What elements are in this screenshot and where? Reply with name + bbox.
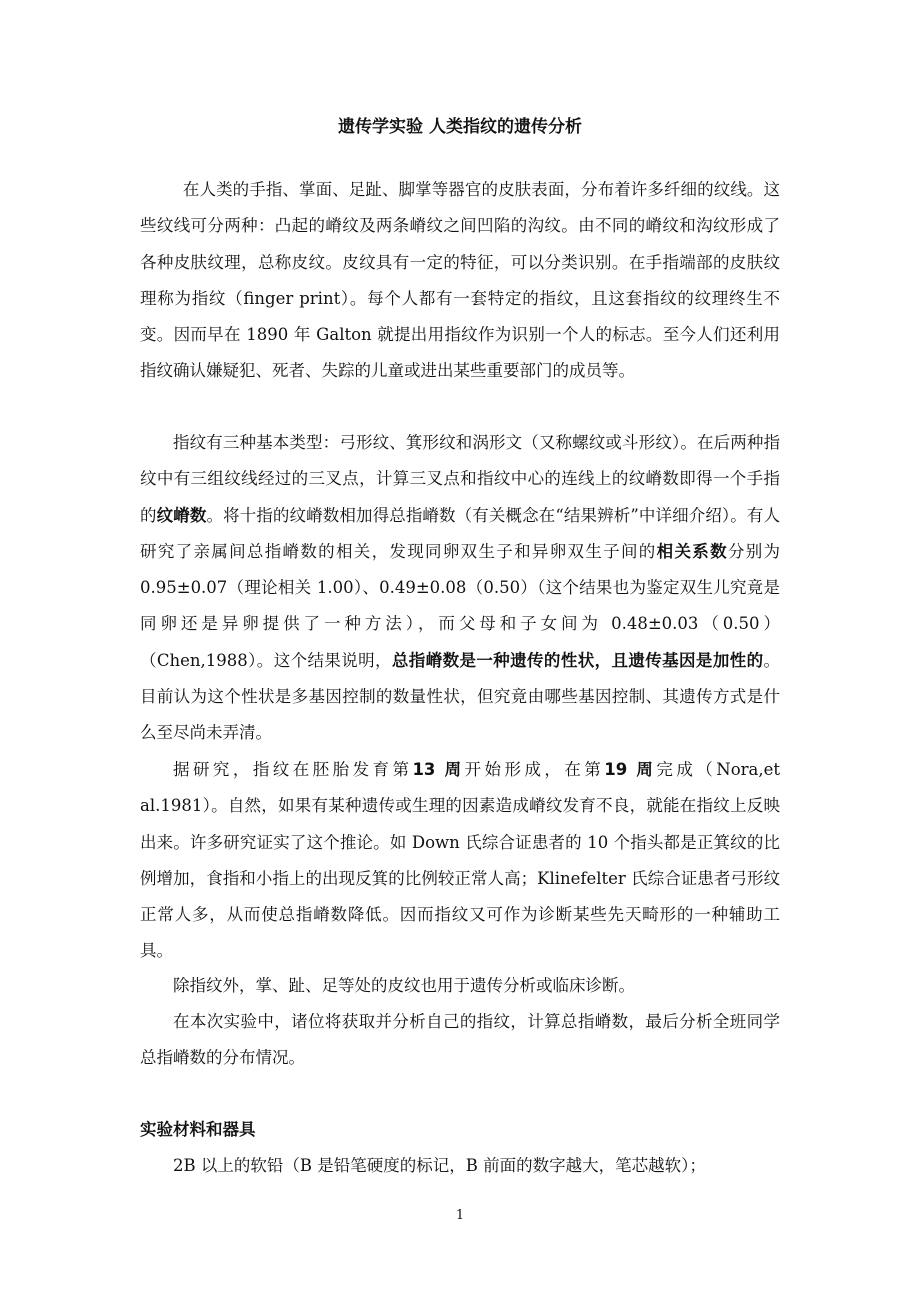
development-text-3: 完成（Nora,et al.1981）。自然，如果有某种遗传或生理的因素造成嵴纹发育不良，就能在指纹上反映出来。许多研究证实了这个推论。如 Down 氏综合证患者的 10 个指头都是正箕纹的比例增加，食指和小指上的出现反箕的比例较正常人高；Klinefelter 氏综合证患者弓形纹正常人多，从而使总指嵴数降低。因而指纹又可作为诊断某些先天畸形的一种辅助工具。 (140, 760, 780, 961)
materials-heading: 实验材料和器具 (140, 1120, 256, 1139)
types-text-3: 分别为 0.95±0.07（理论相关 1.00）、0.49±0.08（0.50）（这个结果也为鉴定双生儿究竟是同卵还是异卵提供了一种方法），而父母和子女间为 0.48±0.03（0.50）（Chen,1988）。这个结果说明， (140, 541, 781, 670)
ridge-count-term: 纹嵴数 (156, 505, 207, 525)
development-paragraph (140, 752, 780, 970)
intro-text: 在人类的手指、掌面、足趾、脚掌等器官的皮肤表面，分布着许多纤细的纹线。这些纹线可分两种：凸起的嵴纹及两条嵴纹之间凹陷的沟纹。由不同的嵴纹和沟纹形成了各种皮肤纹理，总称皮纹。皮纹具有一定的特征，可以分类识别。在手指端部的皮肤纹理称为指纹（finger print）。每个人都有一套特定的指纹，且这套指纹的纹理终生不变。因而早在 1890 年 Galton 就提出用指纹作为识别一个人的标志。至今人们还利用指纹确认嫌疑犯、死者、失踪的儿童或进出某些重要部门的成员等。 (140, 180, 780, 381)
document-title: 遗传学实验 人类指纹的遗传分析 (338, 117, 582, 137)
other-paragraph (140, 968, 780, 1004)
correlation-term: 相关系数 (656, 541, 728, 561)
page-number: 1 (455, 1208, 465, 1223)
development-text (140, 752, 780, 970)
other-text: 除指纹外，掌、趾、足等处的皮纹也用于遗传分析或临床诊断。 (173, 976, 635, 995)
task-paragraph (140, 1004, 780, 1077)
types-text-2: 。将十指的纹嵴数相加得总指嵴数（有关概念在“结果辨析”中详细介绍）。有人研究了亲属间总指嵴数的相关，发现同卵双生子和异卵双生子间的 (140, 505, 781, 561)
types-text (140, 425, 780, 752)
types-text-1: 指纹有三种基本类型：弓形纹、箕形纹和涡形文（又称螺纹或斗形纹）。在后两种指纹中有三组纹线经过的三叉点，计算三叉点和指纹中心的连线上的纹嵴数即得一个手指的 (140, 433, 780, 525)
materials-list (140, 1148, 780, 1184)
types-paragraph (140, 425, 780, 752)
development-text-1: 据研究，指纹在胚胎发育第 (173, 760, 413, 779)
development-text-2: 开始形成，在第 (464, 760, 605, 779)
task-text: 在本次实验中，诸位将获取并分析自己的指纹，计算总指嵴数，最后分析全班同学总指嵴数的分布情况。 (140, 1012, 780, 1068)
week-13-term: 13 周 (412, 760, 465, 779)
types-text-4: 。目前认为这个性状是多基因控制的数量性状，但究竟由哪些基因控制、其遗传方式是什么至尽尚未弄清。 (140, 650, 780, 743)
intro-paragraph (140, 172, 780, 390)
conclusion-emphasis: 总指嵴数是一种遗传的性状，且遗传基因是加性的 (391, 650, 764, 670)
week-19-term: 19 周 (604, 760, 657, 779)
materials-item: 2B 以上的软铅（B 是铅笔硬度的标记，B 前面的数字越大，笔芯越软）； (173, 1156, 706, 1175)
